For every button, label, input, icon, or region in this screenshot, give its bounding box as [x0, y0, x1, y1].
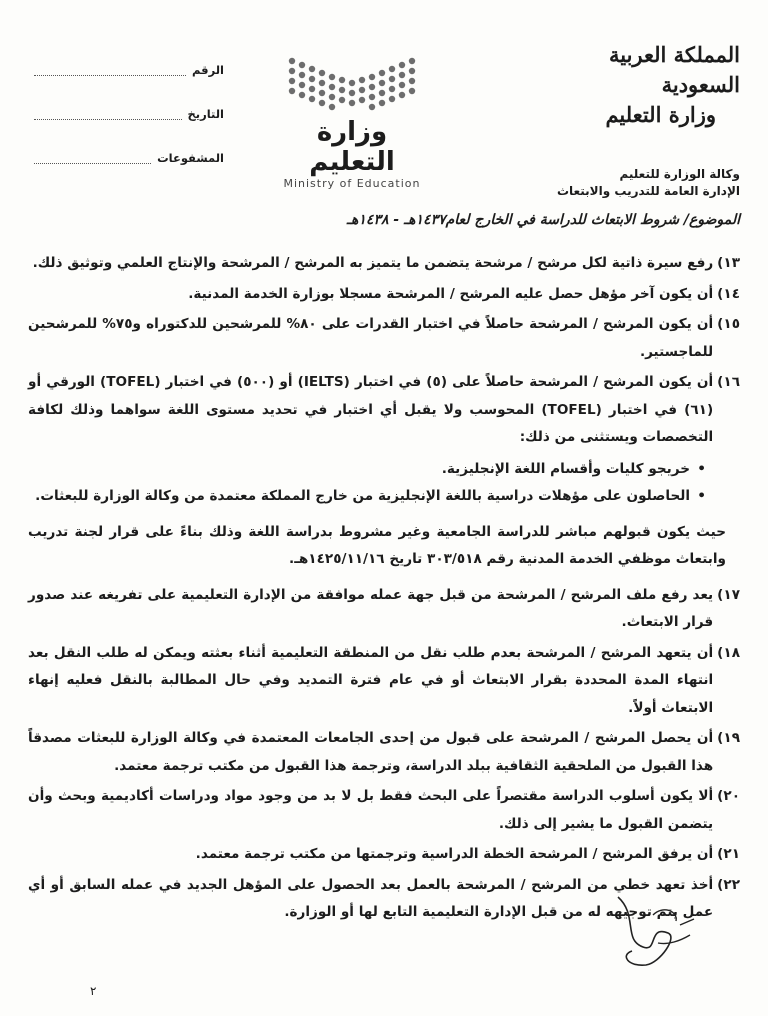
- bullet-text: خريجو كليات وأقسام اللغة الإنجليزية.: [441, 460, 690, 477]
- item-text: أخذ تعهد خطي من المرشح / المرشحة بالعمل بعد الحصول على المؤهل الجديد في عمله السابق أو أي عمل يتم توجيهه له من قبل الإدارة التعليمية التابع لها أو الوزارة.: [28, 876, 714, 920]
- item-number: ١٣): [717, 255, 740, 271]
- attachments-line: [34, 153, 151, 164]
- list-item: [28, 582, 740, 637]
- list-item: [28, 640, 740, 723]
- ministry-name: وزارة التعليم: [605, 102, 716, 127]
- logo-arabic-text: وزارة التعليم: [309, 117, 395, 177]
- attachments-label: المشفوعات: [157, 151, 224, 165]
- subject-line: الموضوع/ شروط الابتعاث للدراسة في الخارج لعام١٤٣٧هـ - ١٤٣٨هـ: [346, 212, 740, 228]
- item-text: أن يكون آخر مؤهل حصل عليه المرشح / المرشحة مسجلا بوزارة الخدمة المدنية.: [188, 285, 714, 302]
- date-field: [34, 92, 224, 136]
- letterhead-right: [530, 40, 740, 130]
- agency-line-1: وكالة الوزارة للتعليم: [619, 167, 740, 181]
- list-item: [28, 783, 740, 838]
- logo-english-text: Ministry of Education: [283, 177, 421, 190]
- bullet-text: الحاصلون على مؤهلات دراسية باللغة الإنجليزية من خارج المملكة معتمدة من وكالة الوزارة للبعثات.: [35, 488, 690, 504]
- list-item: [28, 841, 740, 869]
- ministry-logo: [272, 55, 432, 190]
- item-number: ٢١): [717, 846, 740, 862]
- bullet-item: [28, 483, 706, 511]
- kingdom-name: المملكة العربية السعودية: [608, 42, 740, 97]
- item-number: ١٦): [717, 374, 740, 390]
- list-item: [28, 369, 740, 452]
- number-label: الرقم: [192, 63, 224, 77]
- item-number: ١٤): [717, 285, 740, 302]
- number-line: [34, 65, 186, 76]
- document-body: [28, 250, 740, 930]
- page-number: ٢: [90, 984, 97, 998]
- item-number: ٢٠): [717, 788, 740, 804]
- item-number: ١٥): [717, 316, 740, 332]
- item-number: ٢٢): [717, 876, 740, 893]
- handwritten-signature: [598, 885, 708, 975]
- agency-line-2: الإدارة العامة للتدريب والابتعاث: [556, 184, 740, 198]
- item-number: ١٧): [717, 586, 740, 603]
- item-number: ١٨): [717, 644, 740, 661]
- item-text: رفع سيرة ذاتية لكل مرشح / مرشحة يتضمن ما يتميز به المرشح / المرشحة والإنتاج العلمي وتوثيق ذلك.: [32, 255, 714, 271]
- bullet-icon: •: [697, 460, 706, 477]
- ministry-logo-icon: [272, 55, 432, 117]
- list-item: [28, 725, 740, 780]
- item-text: أن يرفق المرشح / المرشحة الخطة الدراسية وترجمتها من مكتب ترجمة معتمد.: [195, 846, 714, 862]
- attachments-field: [34, 136, 224, 180]
- item-text: يعد رفع ملف المرشح / المرشحة من قبل جهة عمله موافقة من الإدارة التعليمية على تفريغه عند صدور قرار الابتعاث.: [28, 586, 714, 630]
- item-text: أن يتعهد المرشح / المرشحة بعدم طلب نقل من المنطقة التعليمية أثناء بعثته ويمكن له طلب النقل بعد انتهاء المدة المحددة بقرار الابتعاث أو في عام فترة التمديد وفي حال المطالبة بالنقل فعليه إنهاء الابتعاث أولاً.: [28, 644, 714, 716]
- bullet-item: [28, 456, 706, 484]
- bullet-icon: •: [697, 488, 706, 504]
- list-item: [28, 250, 740, 278]
- date-line: [34, 109, 182, 120]
- exception-list: [28, 456, 740, 511]
- item-text: أن يحصل المرشح / المرشحة على قبول من إحدى الجامعات المعتمدة في وكالة الوزارة للبعثات مصدقاً هذا القبول من الملحقية الثقافية ببلد الدراسة، وترجمة هذا القبول من مكتب ترجمة معتمد.: [28, 730, 714, 774]
- item-text: ألا يكون أسلوب الدراسة مقتصراً على البحث فقط بل لا بد من وجود مواد ودراسات أكاديمية وبحث وأن يتضمن القبول ما يشير إلى ذلك.: [28, 788, 714, 832]
- date-label: التاريخ: [187, 107, 224, 121]
- list-item: [28, 311, 740, 366]
- letterhead-fields: [34, 48, 224, 180]
- item-number: ١٩): [717, 730, 740, 746]
- agency-block: [420, 166, 740, 200]
- item-text: أن يكون المرشح / المرشحة حاصلاً في اختبار القدرات على ٨٠% للمرشحين للدكتوراه و٧٥% للمرشحين للماجستير.: [28, 316, 714, 360]
- exception-paragraph: حيث يكون قبولهم مباشر للدراسة الجامعية وغير مشروط بدراسة اللغة وذلك بناءً على قرار لجنة تدريب وابتعاث موظفي الخدمة المدنية رقم ٣٠٣/٥١٨ تاريخ ١٤٢٥/١١/١٦هـ.: [28, 523, 726, 567]
- list-item: [28, 281, 740, 309]
- item-text: أن يكون المرشح / المرشحة حاصلاً على (٥) في اختبار (IELTS) أو (٥٠٠) في اختبار (TOFEL) الورقي أو (٦١) في اختبار (TOFEL) المحوسب ولا يقبل أي اختبار في تحديد مستوى اللغة سواهما وذلك لكافة التخصصات ويستثنى من ذلك:: [28, 374, 714, 445]
- number-field: [34, 48, 224, 92]
